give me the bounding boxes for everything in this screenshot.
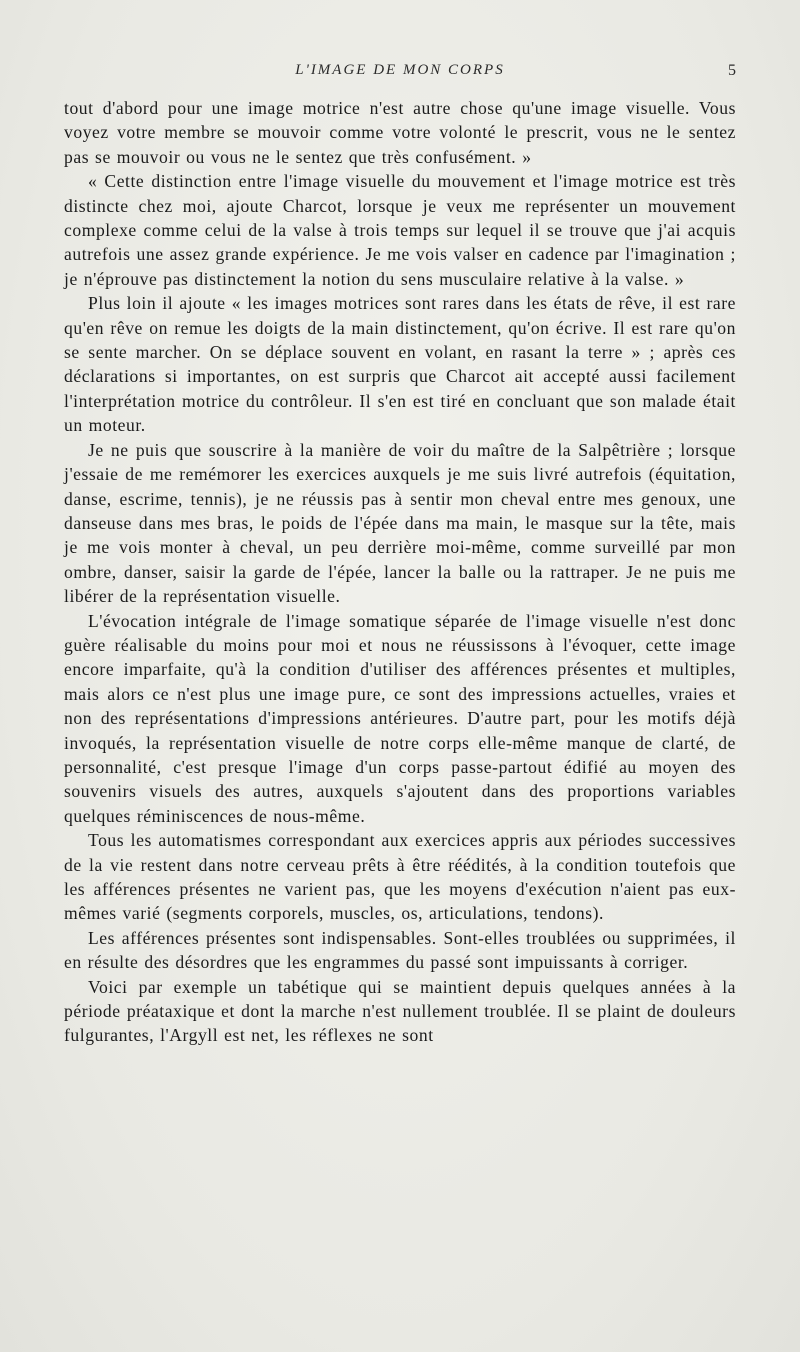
paragraph: Voici par exemple un tabétique qui se maintient depuis quelques années à la période préataxique et dont la marche n'est nullement troublée. Il se plaint de douleurs fulgurantes, l'Argyll est net, les réflexes ne sont <box>64 976 736 1046</box>
paragraph: « Cette distinction entre l'image visuelle du mouvement et l'image motrice est très distincte chez moi, ajoute Charcot, lorsque je veux me représenter un mouvement complexe comme celui de la valse à trois temps sur lequel il se trouve que j'ai acquis autrefois une assez grande expérience. Je me vois valser en cadence par l'imagination ; je n'éprouve pas distinctement la notion du sens musculaire relative à la valse. » <box>64 171 736 289</box>
paragraph: L'évocation intégrale de l'image somatique séparée de l'image visuelle n'est donc guère réalisable du moins pour moi et nous ne réussissons à l'évoquer, cette image encore imparfaite, qu'à la condition d'utiliser des afférences présentes et multiples, mais alors ce n'est plus une image pure, ce sont des impressions actuelles, vraies et non des représentations d'impressions antérieures. D'autre part, pour les motifs déjà invoqués, la représentation visuelle de notre corps elle-même manque de clarté, de personnalité, c'est presque l'image d'un corps passe-partout édifié au moyen des souvenirs visuels des autres, auxquels s'ajoutent dans des proportions variables quelques réminiscences de nous-même. <box>64 610 736 826</box>
page-header <box>64 62 736 86</box>
paragraph: Les afférences présentes sont indispensables. Sont-elles troublées ou supprimées, il en résulte des désordres que les engrammes du passé sont impuissants à corriger. <box>64 927 736 973</box>
paragraph: Tous les automatismes correspondant aux exercices appris aux périodes successives de la vie restent dans notre cerveau prêts à être réédités, à la condition toutefois que les afférences présentes ne varient pas, que les moyens d'exécution n'aient pas eux-mêmes varié (segments corporels, muscles, os, articulations, tendons). <box>64 830 736 924</box>
paragraph: Je ne puis que souscrire à la manière de voir du maître de la Salpêtrière ; lorsque j'essaie de me remémorer les exercices auxquels je me suis livré autrefois (équitation, danse, escrime, tennis), je ne réussis pas à sentir mon cheval entre mes genoux, une danseuse dans mes bras, le poids de l'épée dans ma main, le masque sur la tête, mais je me vois monter à cheval, un peu derrière moi-même, comme surveillé par mon ombre, danser, saisir la garde de l'épée, lancer la balle ou la rattraper. Je ne puis me libérer de la représentation visuelle. <box>64 439 736 607</box>
body-text <box>64 96 736 1048</box>
paragraph: tout d'abord pour une image motrice n'est autre chose qu'une image visuelle. Vous voyez votre membre se mouvoir comme votre volonté le prescrit, vous ne le sentez pas se mouvoir ou vous ne le sentez que très confusément. » <box>64 98 736 167</box>
paragraph: Plus loin il ajoute « les images motrices sont rares dans les états de rêve, il est rare qu'en rêve on remue les doigts de la main distinctement, qu'on écrive. Il est rare qu'on se sente marcher. On se déplace souvent en volant, en rasant la terre » ; après ces déclarations si importantes, on est surpris que Charcot ait accepté aussi facilement l'interprétation motrice du contrôleur. Il s'en est tiré en concluant que son malade était un moteur. <box>64 293 736 436</box>
page-number: 5 <box>728 62 736 79</box>
running-title: L'IMAGE DE MON CORPS <box>295 62 505 78</box>
